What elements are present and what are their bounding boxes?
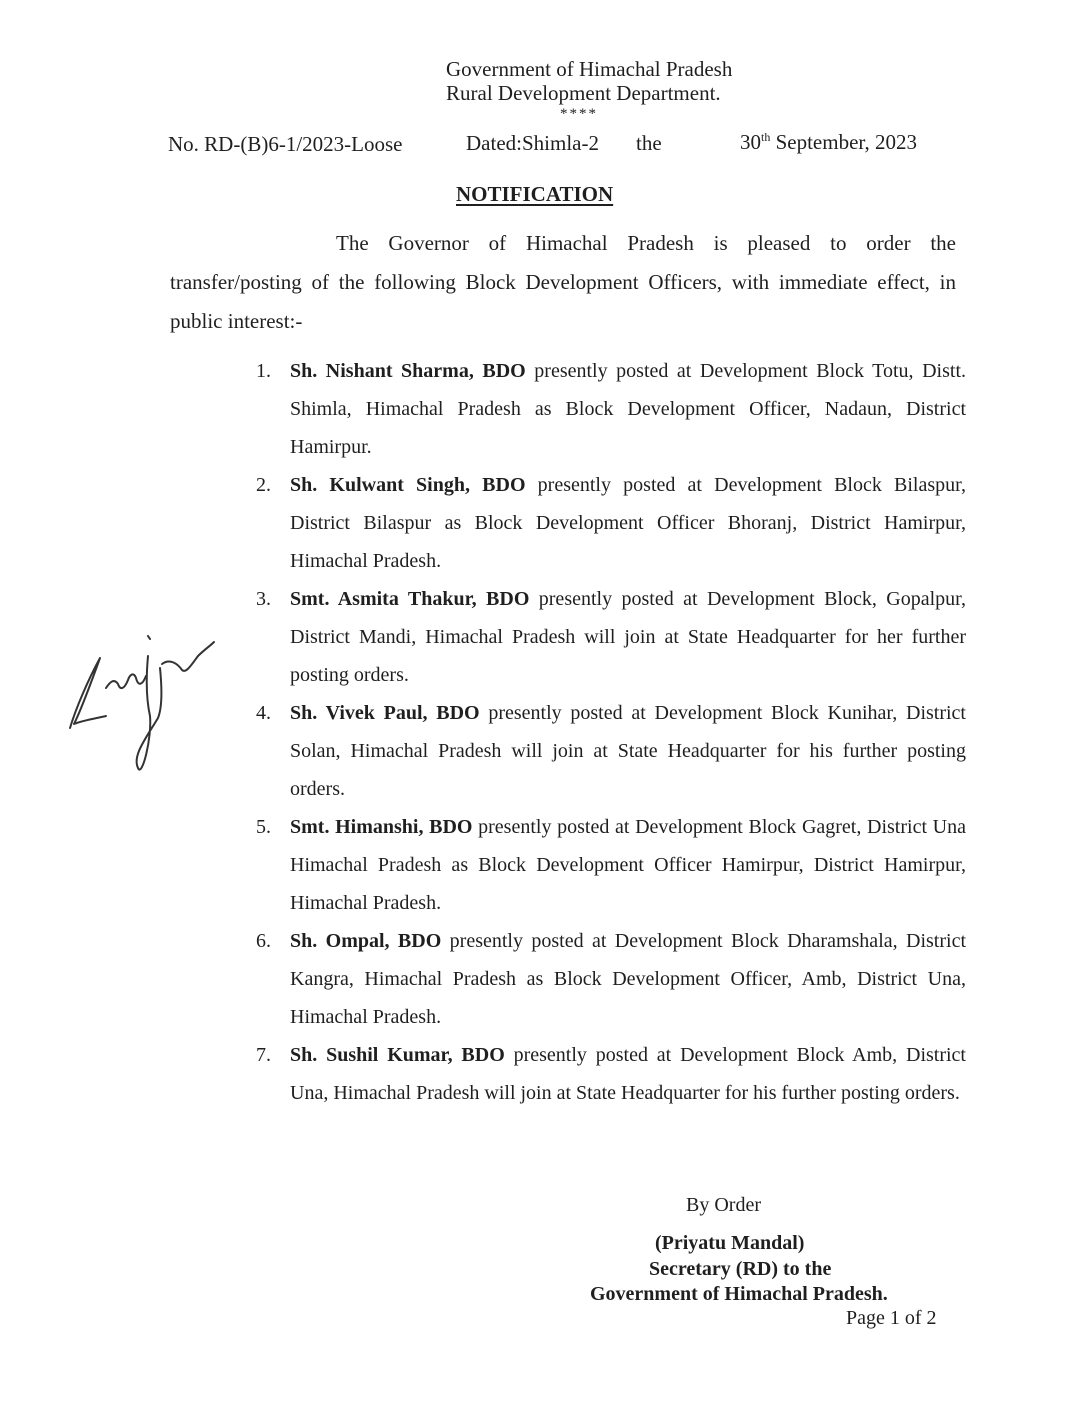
officer-name: Sh. Vivek Paul, BDO — [290, 702, 480, 724]
transfer-list — [248, 352, 966, 1112]
officer-name: Smt. Himanshi, BDO — [290, 816, 473, 838]
notification-date — [740, 130, 917, 155]
posting-details: presently posted at Development Block, Gopalpur, District Mandi, Himachal Pradesh will join at State Headquarter for her further posting orders. — [290, 588, 966, 686]
header-government: Government of Himachal Pradesh — [446, 57, 733, 81]
by-order: By Order — [686, 1194, 761, 1216]
page-number: Page 1 of 2 — [846, 1307, 937, 1329]
posting-details: presently posted at Development Block Amb, District Una, Himachal Pradesh will join at State Headquarter for his further posting orders. — [290, 1044, 966, 1104]
item-number: 7. — [256, 1044, 271, 1066]
header-stars: **** — [560, 106, 598, 122]
date-day: 30 — [740, 130, 761, 154]
date-month-year: September, 2023 — [775, 130, 918, 154]
officer-name: Sh. Ompal, BDO — [290, 930, 442, 952]
dated-place: Dated:Shimla-2 — [466, 131, 599, 155]
item-number: 5. — [256, 816, 271, 838]
item-number: 6. — [256, 930, 271, 952]
transfer-item — [248, 694, 966, 808]
date-day-suffix: th — [761, 130, 771, 144]
item-number: 4. — [256, 702, 271, 724]
transfer-item — [248, 352, 966, 466]
transfer-item — [248, 922, 966, 1036]
posting-details: presently posted at Development Block Gagret, District Una Himachal Pradesh as Block Development Officer Hamirpur, District Hamirpur, Himachal Pradesh. — [290, 816, 966, 914]
notification-title: NOTIFICATION — [456, 182, 614, 206]
transfer-item — [248, 808, 966, 922]
signatory-name: (Priyatu Mandal) — [655, 1232, 805, 1254]
reference-number: No. RD-(B)6-1/2023-Loose — [168, 132, 403, 156]
item-number: 3. — [256, 588, 271, 610]
posting-details: presently posted at Development Block Dharamshala, District Kangra, Himachal Pradesh as Block Development Officer, Amb, District Una, Himachal Pradesh. — [290, 930, 967, 1028]
posting-details: presently posted at Development Block Totu, Distt. Shimla, Himachal Pradesh as Block Development Officer, Nadaun, District Hamirpur. — [290, 360, 967, 458]
transfer-item — [248, 466, 966, 580]
posting-details: presently posted at Development Block Kunihar, District Solan, Himachal Pradesh will join at State Headquarter for his further posting orders. — [290, 702, 966, 800]
header-department: Rural Development Department. — [446, 81, 721, 105]
dated-the: the — [636, 131, 662, 155]
posting-details: presently posted at Development Block Bilaspur, District Bilaspur as Block Development Officer Bhoranj, District Hamirpur, Himachal Pradesh. — [290, 474, 966, 572]
officer-name: Sh. Sushil Kumar, BDO — [290, 1044, 505, 1066]
officer-name: Sh. Kulwant Singh, BDO — [290, 474, 526, 496]
item-number: 1. — [256, 360, 271, 382]
officer-name: Smt. Asmita Thakur, BDO — [290, 588, 530, 610]
signatory-designation: Secretary (RD) to the — [649, 1258, 832, 1280]
handwritten-signature — [62, 628, 222, 788]
officer-name: Sh. Nishant Sharma, BDO — [290, 360, 526, 382]
intro-paragraph: The Governor of Himachal Pradesh is pleased to order the transfer/posting of the following Block Development Officers, with immediate effect, in public interest:- — [170, 231, 956, 333]
transfer-item — [248, 1036, 966, 1112]
signatory-government: Government of Himachal Pradesh. — [590, 1283, 888, 1305]
transfer-item — [248, 580, 966, 694]
item-number: 2. — [256, 474, 271, 496]
